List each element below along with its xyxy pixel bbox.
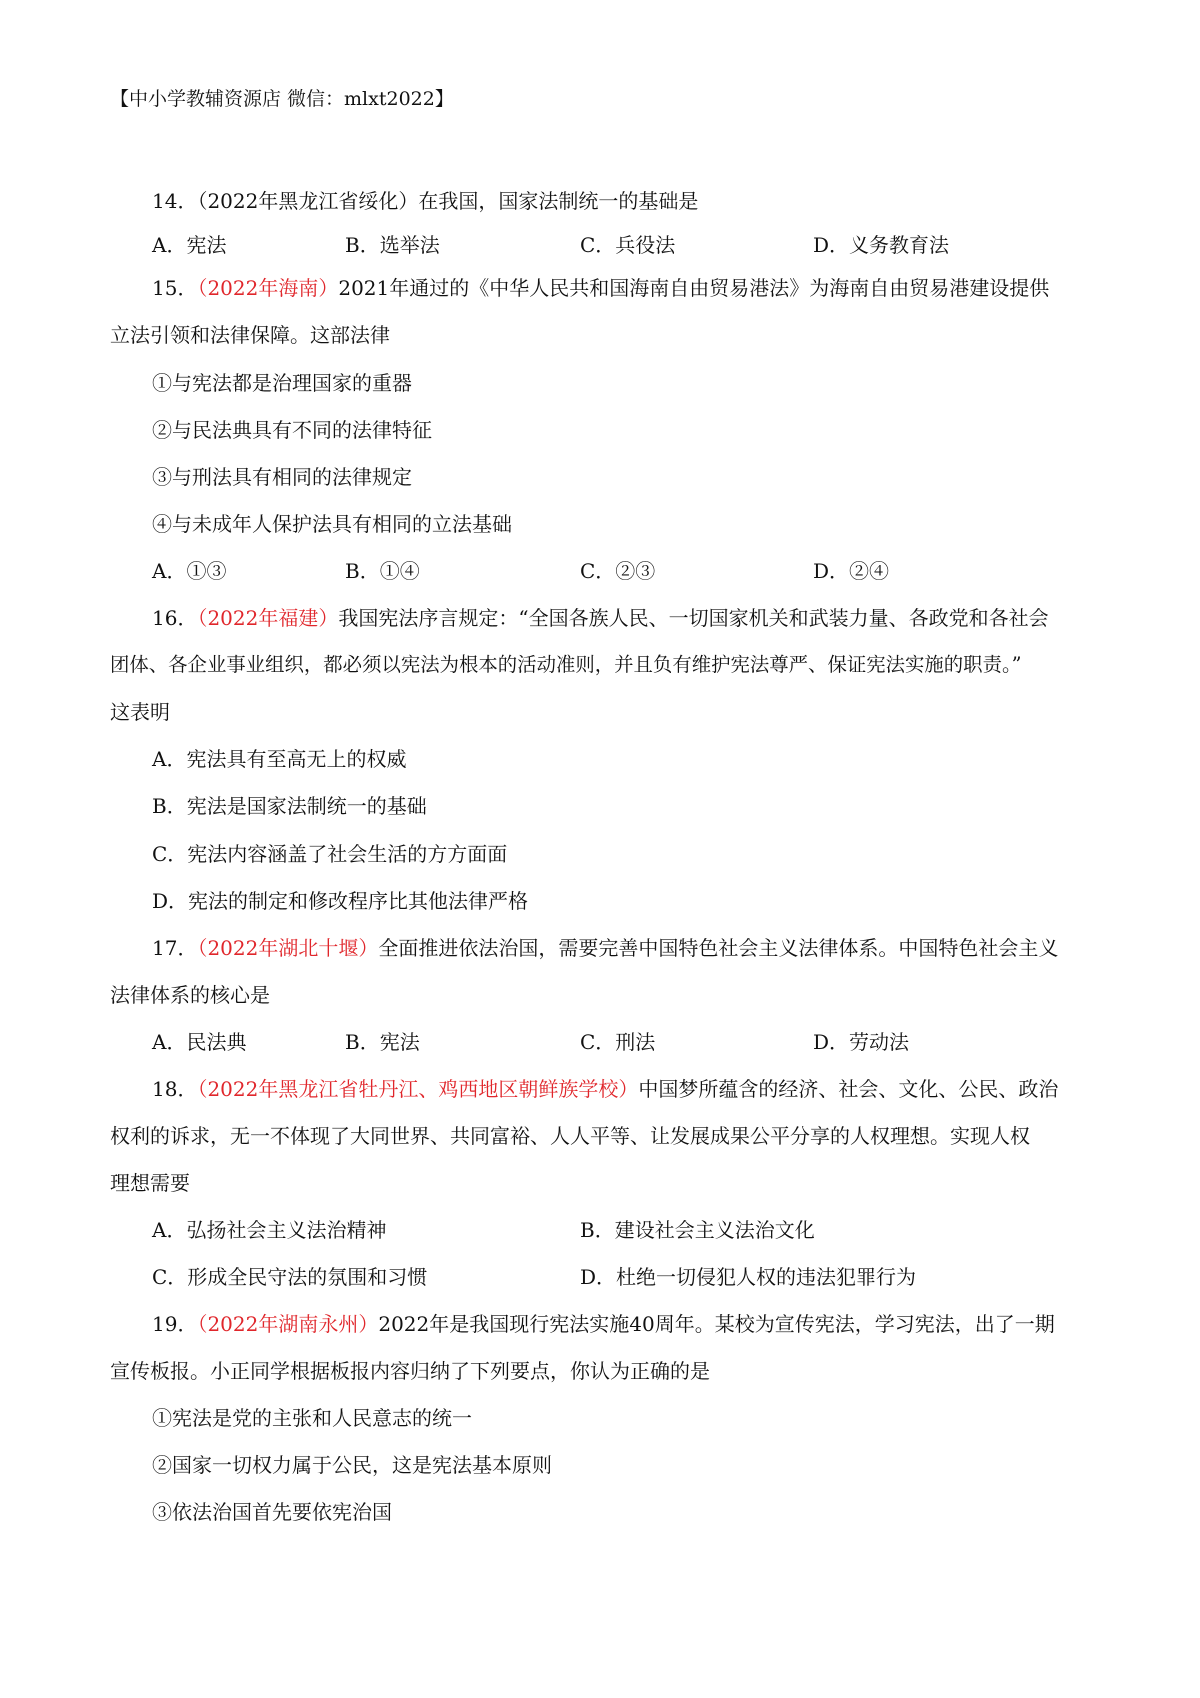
- option-d: D．杜绝一切侵犯人权的违法犯罪行为: [580, 1265, 917, 1289]
- question-text-continued: 宣传板报。小正同学根据板报内容归纳了下列要点，你认为正确的是: [110, 1359, 710, 1383]
- question-text-continued: 立法引领和法律保障。这部法律: [110, 323, 390, 347]
- statement-item: ③依法治国首先要依宪治国: [152, 1500, 392, 1524]
- question-text: 中国梦所蕴含的经济、社会、文化、公民、政治: [638, 1077, 1059, 1101]
- question-source: （2022年黑龙江省牡丹江、鸡西地区朝鲜族学校）: [197, 1077, 639, 1101]
- option-c: C．宪法内容涵盖了社会生活的方方面面: [152, 842, 508, 866]
- question-text: 2021年通过的《中华人民共和国海南自由贸易港法》为海南自由贸易港建设提供: [338, 276, 1050, 300]
- question-text: 我国宪法序言规定：“全国各族人民、一切国家机关和武装力量、各政党和各社会: [338, 606, 1049, 630]
- question-text-continued: 这表明: [110, 700, 170, 724]
- question-14-stem: [152, 186, 1142, 216]
- option-d: D．劳动法: [813, 1030, 910, 1054]
- question-text-continued: 权利的诉求，无一不体现了大同世界、共同富裕、人人平等、让发展成果公平分享的人权理想。实现人权: [110, 1124, 1030, 1148]
- question-text: 全面推进依法治国，需要完善中国特色社会主义法律体系。中国特色社会主义: [378, 936, 1059, 960]
- option-a: A．民法典: [152, 1030, 247, 1054]
- question-source: （2022年湖北十堰）: [197, 936, 379, 960]
- option-d: D．宪法的制定和修改程序比其他法律严格: [152, 889, 529, 913]
- statement-item: ②与民法典具有不同的法律特征: [152, 418, 432, 442]
- option-a: A．宪法: [152, 233, 227, 257]
- question-text: 在我国，国家法制统一的基础是: [418, 189, 699, 213]
- question-text-continued: 理想需要: [110, 1171, 190, 1195]
- statement-item: ①与宪法都是治理国家的重器: [152, 371, 412, 395]
- statement-item: ②国家一切权力属于公民，这是宪法基本原则: [152, 1453, 552, 1477]
- question-source: （2022年海南）: [197, 276, 339, 300]
- question-text: 2022年是我国现行宪法实施40周年。某校为宣传宪法，学习宪法，出了一期: [378, 1312, 1055, 1336]
- question-number: 18．: [152, 1077, 198, 1101]
- option-b: B．宪法: [345, 1030, 420, 1054]
- question-number: 16．: [152, 606, 198, 630]
- question-15-stem: [152, 273, 1142, 303]
- option-a: A．弘扬社会主义法治精神: [152, 1218, 387, 1242]
- option-b: B．①④: [345, 559, 420, 583]
- option-c: C．②③: [580, 559, 656, 583]
- question-number: 15．: [152, 276, 198, 300]
- option-a: A．①③: [152, 559, 227, 583]
- question-source: （2022年福建）: [197, 606, 339, 630]
- question-number: 14．: [152, 189, 198, 213]
- question-text-continued: 团体、各企业事业组织，都必须以宪法为根本的活动准则，并且负有维护宪法尊严、保证宪法实施的职责。”: [110, 653, 1022, 676]
- page-header: 【中小学教辅资源店 微信：mlxt2022】: [110, 88, 454, 110]
- question-17-stem: [152, 933, 1142, 963]
- option-c: C．兵役法: [580, 233, 676, 257]
- statement-item: ③与刑法具有相同的法律规定: [152, 465, 412, 489]
- question-number: 17．: [152, 936, 198, 960]
- option-c: C．刑法: [580, 1030, 656, 1054]
- question-18-stem: [152, 1074, 1142, 1104]
- option-a: A．宪法具有至高无上的权威: [152, 747, 407, 771]
- option-b: B．建设社会主义法治文化: [580, 1218, 815, 1242]
- option-d: D．②④: [813, 559, 890, 583]
- option-b: B．选举法: [345, 233, 440, 257]
- question-16-stem: [152, 603, 1142, 633]
- question-source: （2022年黑龙江省绥化）: [197, 189, 419, 213]
- option-d: D．义务教育法: [813, 233, 950, 257]
- question-text-continued: 法律体系的核心是: [110, 983, 270, 1007]
- question-19-stem: [152, 1309, 1142, 1339]
- option-b: B．宪法是国家法制统一的基础: [152, 794, 427, 818]
- statement-item: ①宪法是党的主张和人民意志的统一: [152, 1406, 472, 1430]
- statement-item: ④与未成年人保护法具有相同的立法基础: [152, 512, 512, 536]
- question-number: 19．: [152, 1312, 198, 1336]
- question-source: （2022年湖南永州）: [197, 1312, 379, 1336]
- option-c: C．形成全民守法的氛围和习惯: [152, 1265, 428, 1289]
